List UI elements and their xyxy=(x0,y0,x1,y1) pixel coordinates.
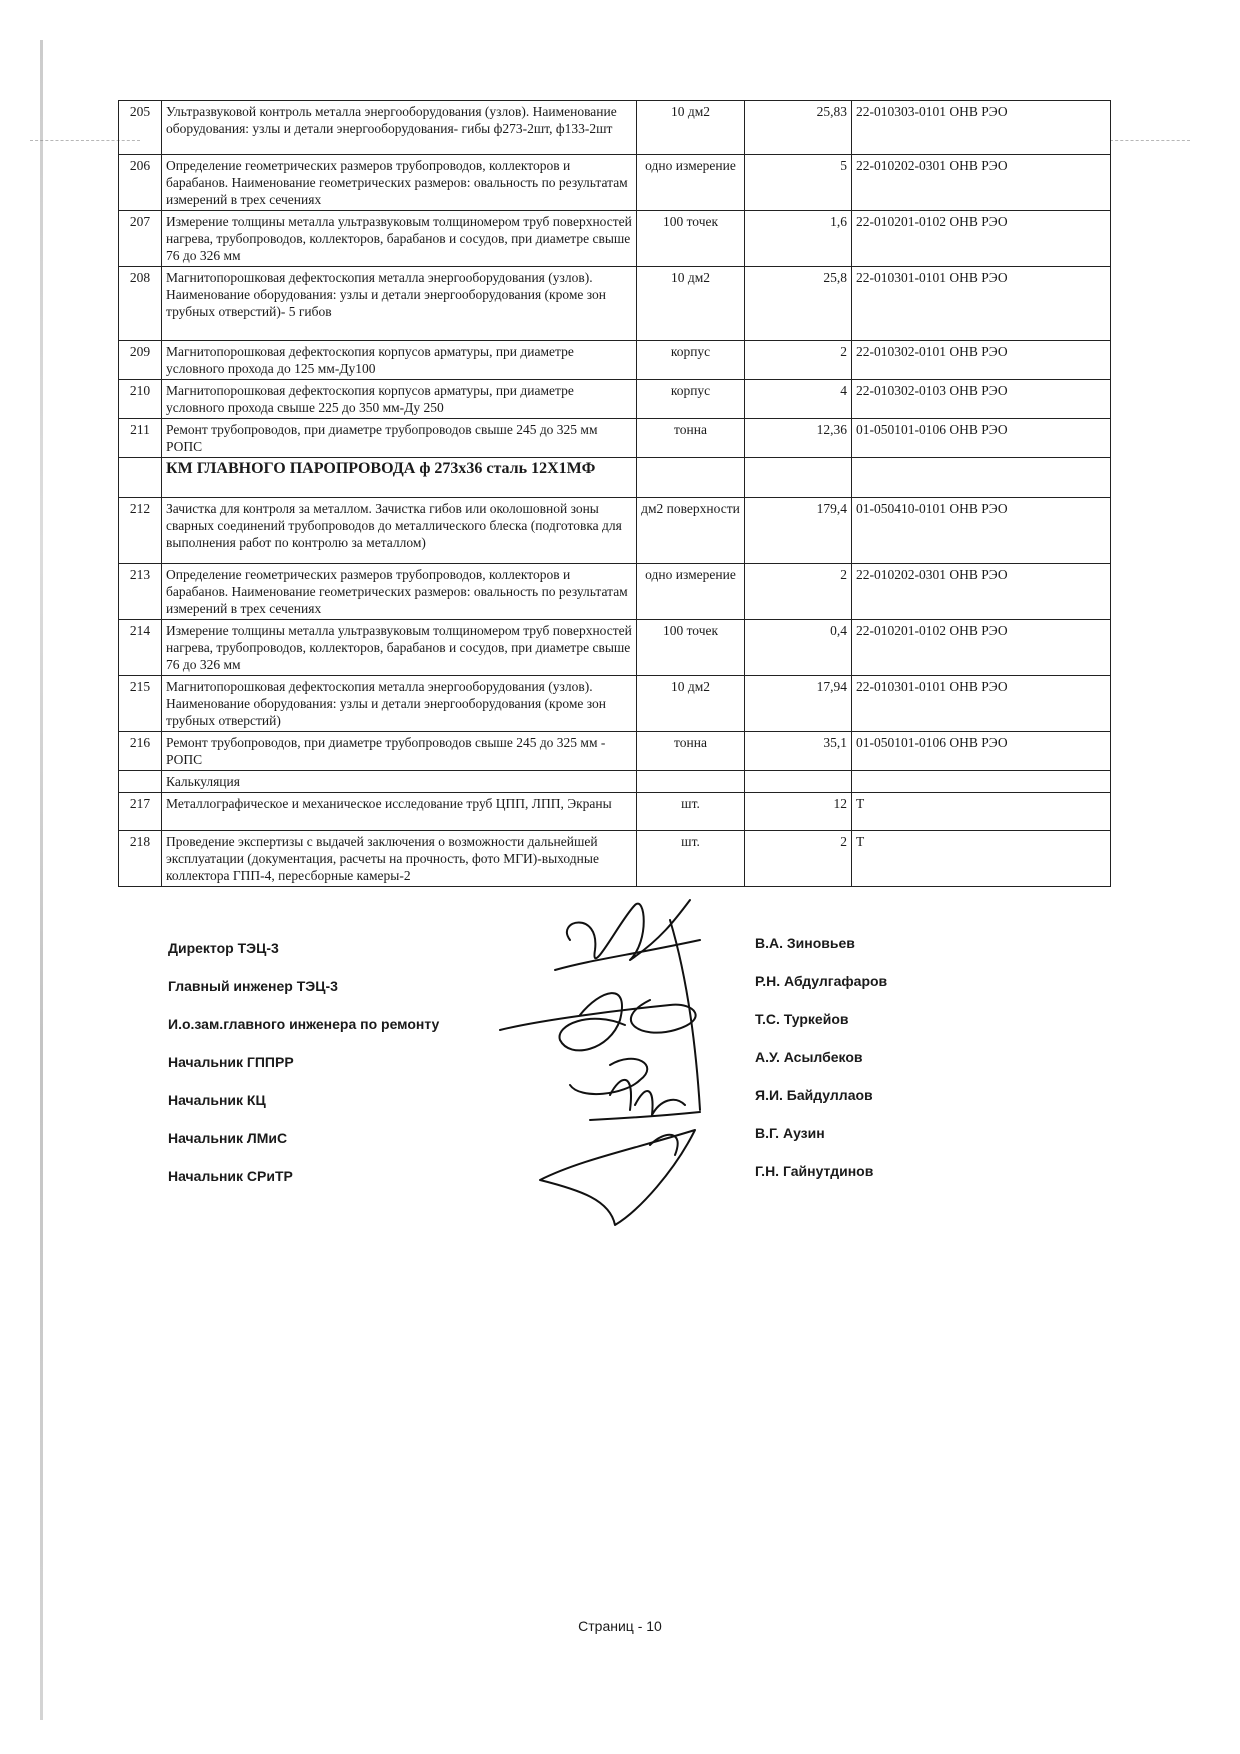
norm-code: 22-010202-0301 ОНВ РЭО xyxy=(852,564,1111,620)
row-number: 213 xyxy=(119,564,162,620)
table-row xyxy=(119,155,1111,211)
signatory-name: В.Г. Аузин xyxy=(755,1125,825,1141)
row-number: 216 xyxy=(119,732,162,771)
calc-row xyxy=(119,771,1111,793)
work-name: Магнитопорошковая дефектоскопия корпусов арматуры, при диаметре условного прохода до 125 мм-Ду100 xyxy=(162,341,637,380)
quantity: 35,1 xyxy=(745,732,852,771)
row-number: 207 xyxy=(119,211,162,267)
unit: корпус xyxy=(637,380,745,419)
signatory-title: Начальник СРиТР xyxy=(168,1168,293,1184)
norm-code: 22-010303-0101 ОНВ РЭО xyxy=(852,101,1111,155)
row-number: 215 xyxy=(119,676,162,732)
work-name: Ремонт трубопроводов, при диаметре трубопроводов свыше 245 до 325 мм РОПС xyxy=(162,419,637,458)
norm-code: 01-050410-0101 ОНВ РЭО xyxy=(852,498,1111,564)
norm-code: 22-010301-0101 ОНВ РЭО xyxy=(852,676,1111,732)
table-row xyxy=(119,831,1111,887)
quantity: 2 xyxy=(745,341,852,380)
signatory-name: Я.И. Байдуллаов xyxy=(755,1087,873,1103)
table-row xyxy=(119,676,1111,732)
section-title: КМ ГЛАВНОГО ПАРОПРОВОДА ф 273х36 сталь 12Х1МФ xyxy=(162,458,637,498)
signatory-name: В.А. Зиновьев xyxy=(755,935,855,951)
quantity: 4 xyxy=(745,380,852,419)
section-row xyxy=(119,458,1111,498)
row-number: 218 xyxy=(119,831,162,887)
work-name: Металлографическое и механическое исследование труб ЦПП, ЛПП, Экраны xyxy=(162,793,637,831)
table-row xyxy=(119,419,1111,458)
unit: шт. xyxy=(637,793,745,831)
work-name: Измерение толщины металла ультразвуковым толщиномером труб поверхностей нагрева, трубопроводов, коллекторов, барабанов и сосудов, при диаметре свыше 76 до 326 мм xyxy=(162,211,637,267)
works-table xyxy=(118,100,1111,887)
norm-code: 22-010301-0101 ОНВ РЭО xyxy=(852,267,1111,341)
signatory-name: Р.Н. Абдулгафаров xyxy=(755,973,888,989)
quantity: 12 xyxy=(745,793,852,831)
table-row xyxy=(119,380,1111,419)
row-number: 217 xyxy=(119,793,162,831)
signatory-title: Главный инженер ТЭЦ-3 xyxy=(168,978,338,994)
row-number: 210 xyxy=(119,380,162,419)
norm-code: Т xyxy=(852,831,1111,887)
quantity: 5 xyxy=(745,155,852,211)
table-row xyxy=(119,793,1111,831)
signatory-name: Г.Н. Гайнутдинов xyxy=(755,1163,874,1179)
norm-code: 22-010202-0301 ОНВ РЭО xyxy=(852,155,1111,211)
unit: дм2 поверхности xyxy=(637,498,745,564)
unit: тонна xyxy=(637,419,745,458)
norm-code: 22-010302-0101 ОНВ РЭО xyxy=(852,341,1111,380)
quantity: 17,94 xyxy=(745,676,852,732)
signatory-title: Начальник ГППРР xyxy=(168,1054,294,1070)
signatory-name: Т.С. Туркейов xyxy=(755,1011,849,1027)
unit: шт. xyxy=(637,831,745,887)
quantity: 25,83 xyxy=(745,101,852,155)
work-name: Магнитопорошковая дефектоскопия металла энергооборудования (узлов). Наименование оборудования: узлы и детали энергооборудования (кроме зон трубных отверстий) xyxy=(162,676,637,732)
unit: 100 точек xyxy=(637,211,745,267)
quantity: 12,36 xyxy=(745,419,852,458)
signatory-titles xyxy=(168,940,439,1206)
work-name: Измерение толщины металла ультразвуковым толщиномером труб поверхностей нагрева, трубопроводов, коллекторов, барабанов и сосудов, при диаметре свыше 76 до 326 мм xyxy=(162,620,637,676)
quantity: 2 xyxy=(745,564,852,620)
scan-edge xyxy=(40,40,43,1720)
unit: тонна xyxy=(637,732,745,771)
work-name: Определение геометрических размеров трубопроводов, коллекторов и барабанов. Наименование геометрических размеров: овальность по результатам измерений в трех сечениях xyxy=(162,564,637,620)
quantity: 25,8 xyxy=(745,267,852,341)
signatory-name: А.У. Асылбеков xyxy=(755,1049,863,1065)
work-name: Магнитопорошковая дефектоскопия корпусов арматуры, при диаметре условного прохода свыше 225 до 350 мм-Ду 250 xyxy=(162,380,637,419)
unit: 10 дм2 xyxy=(637,101,745,155)
signatory-title: Начальник КЦ xyxy=(168,1092,266,1108)
calc-title: Калькуляция xyxy=(162,771,637,793)
unit: одно измерение xyxy=(637,564,745,620)
table-row xyxy=(119,498,1111,564)
work-name: Проведение экспертизы с выдачей заключения о возможности дальнейшей эксплуатации (документация, расчеты на прочность, фото МГИ)-выходные коллектора ГПП-4, пересборные камеры-2 xyxy=(162,831,637,887)
row-number: 205 xyxy=(119,101,162,155)
row-number: 214 xyxy=(119,620,162,676)
work-name: Зачистка для контроля за металлом. Зачистка гибов или околошовной зоны сварных соединений трубопроводов до металлического блеска (подготовка для выполнения работ по контролю за металлом) xyxy=(162,498,637,564)
scan-artifact xyxy=(1110,140,1190,141)
norm-code: 22-010201-0102 ОНВ РЭО xyxy=(852,620,1111,676)
norm-code: 01-050101-0106 ОНВ РЭО xyxy=(852,419,1111,458)
norm-code: 01-050101-0106 ОНВ РЭО xyxy=(852,732,1111,771)
table-row xyxy=(119,267,1111,341)
row-number: 208 xyxy=(119,267,162,341)
signatory-title: Директор ТЭЦ-3 xyxy=(168,940,279,956)
row-number: 209 xyxy=(119,341,162,380)
quantity: 179,4 xyxy=(745,498,852,564)
table-row xyxy=(119,732,1111,771)
signatory-title: И.о.зам.главного инженера по ремонту xyxy=(168,1016,440,1032)
row-number: 212 xyxy=(119,498,162,564)
norm-code: 22-010302-0103 ОНВ РЭО xyxy=(852,380,1111,419)
table-row xyxy=(119,620,1111,676)
signatory-names xyxy=(755,935,887,1201)
row-number: 211 xyxy=(119,419,162,458)
unit: одно измерение xyxy=(637,155,745,211)
norm-code: 22-010201-0102 ОНВ РЭО xyxy=(852,211,1111,267)
handwritten-signatures xyxy=(460,880,760,1240)
unit: 100 точек xyxy=(637,620,745,676)
work-name: Определение геометрических размеров трубопроводов, коллекторов и барабанов. Наименование геометрических размеров: овальность по результатам измерений в трех сечениях xyxy=(162,155,637,211)
signatory-title: Начальник ЛМиС xyxy=(168,1130,288,1146)
table-row xyxy=(119,564,1111,620)
work-name: Ремонт трубопроводов, при диаметре трубопроводов свыше 245 до 325 мм - РОПС xyxy=(162,732,637,771)
quantity: 2 xyxy=(745,831,852,887)
table-row xyxy=(119,341,1111,380)
table-row xyxy=(119,101,1111,155)
quantity: 1,6 xyxy=(745,211,852,267)
work-name: Ультразвуковой контроль металла энергооборудования (узлов). Наименование оборудования: узлы и детали энергооборудования- гибы ф273-2шт, ф133-2шт xyxy=(162,101,637,155)
work-name: Магнитопорошковая дефектоскопия металла энергооборудования (узлов). Наименование оборудования: узлы и детали энергооборудования (кроме зон трубных отверстий)- 5 гибов xyxy=(162,267,637,341)
page-number: Страниц - 10 xyxy=(578,1618,662,1634)
quantity: 0,4 xyxy=(745,620,852,676)
table-row xyxy=(119,211,1111,267)
unit: 10 дм2 xyxy=(637,676,745,732)
row-number: 206 xyxy=(119,155,162,211)
unit: 10 дм2 xyxy=(637,267,745,341)
unit: корпус xyxy=(637,341,745,380)
norm-code: Т xyxy=(852,793,1111,831)
